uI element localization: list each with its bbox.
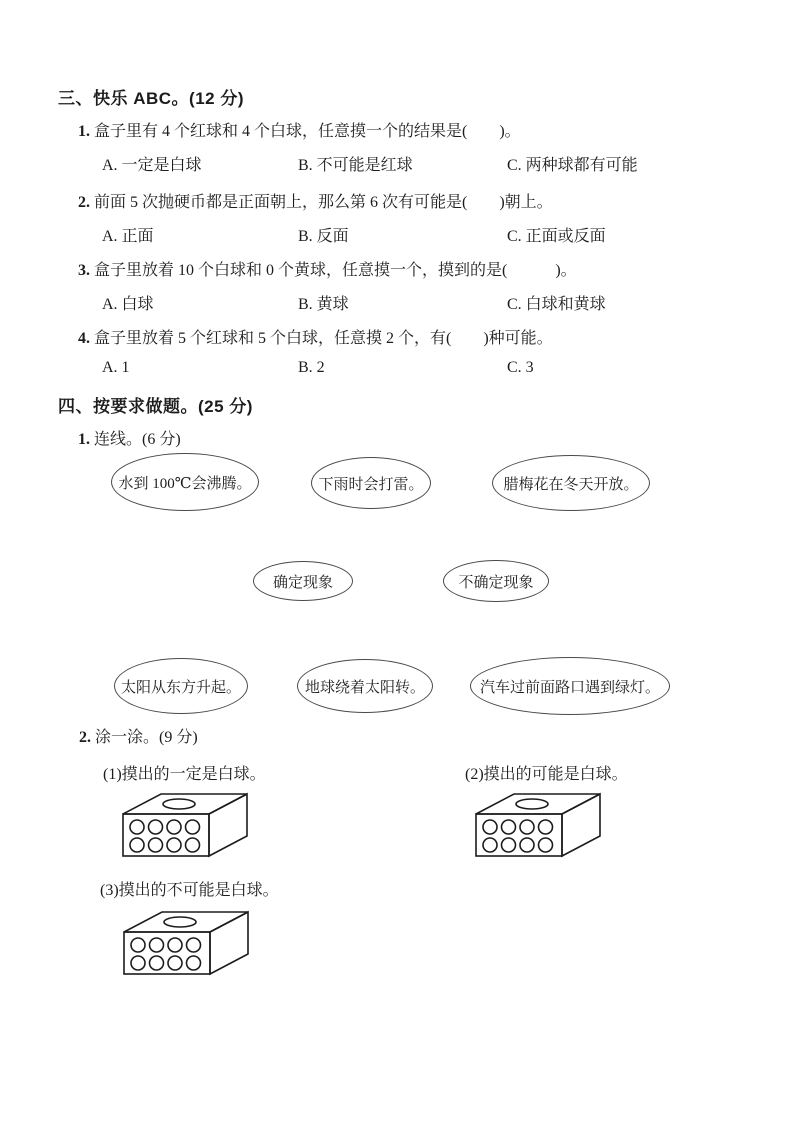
question-4 [78,325,553,348]
question-2-option-c: C. 正面或反面 [507,228,606,245]
color-task-number: 2. [79,729,91,746]
question-4-option-a: A. 1 [102,359,130,376]
question-4-option-b: B. 2 [298,359,325,376]
question-1-option-a: A. 一定是白球 [102,157,202,174]
category-oval-uncertain-label: 不确定现象 [458,574,534,591]
question-2-option-b: B. 反面 [298,228,349,245]
phenomenon-oval-water-boils[interactable] [111,453,259,511]
question-3-option-c: C. 白球和黄球 [507,296,606,313]
color-task-item-2-label: (2)摸出的可能是白球。 [465,766,628,783]
ball-box-3[interactable] [122,910,250,976]
connect-task-title: 1. 连线。(6 分) [78,431,181,448]
phenomenon-oval-water-boils-label: 水到 100℃会沸腾。 [118,475,252,492]
category-oval-uncertain[interactable] [443,560,549,602]
question-1-option-c: C. 两种球都有可能 [507,157,638,174]
phenomenon-oval-thunder-rain[interactable] [311,457,431,509]
color-task-title: 2. 涂一涂。(9 分) [79,729,198,746]
question-2 [78,189,553,212]
question-3 [78,257,577,280]
category-oval-certain-label: 确定现象 [272,574,333,591]
ball-box-2[interactable] [474,792,602,858]
category-oval-certain[interactable] [253,561,353,601]
question-2-option-a: A. 正面 [102,228,154,245]
question-3-option-b: B. 黄球 [298,296,349,313]
question-3-number: 3. [78,262,90,279]
phenomenon-oval-earth-orbits-sun[interactable] [297,659,433,713]
question-2-options [0,223,793,243]
question-4-text: 盒子里放着 5 个红球和 5 个白球，任意摸 2 个，有( )种可能。 [94,330,553,347]
question-4-number: 4. [78,330,90,347]
phenomenon-oval-green-light-label: 汽车过前面路口遇到绿灯。 [479,679,660,696]
phenomenon-oval-sun-rises-east-label: 太阳从东方升起。 [120,679,241,696]
connect-task-number: 1. [78,431,90,448]
question-2-number: 2. [78,194,90,211]
question-1-options [0,152,793,172]
section-three-title: 三、快乐 ABC。(12 分) [58,89,245,108]
phenomenon-oval-plum-blossom[interactable] [492,455,650,511]
question-1-text: 盒子里有 4 个红球和 4 个白球，任意摸一个的结果是( )。 [94,123,521,140]
question-1-number: 1. [78,123,90,140]
question-1 [78,118,521,141]
question-3-option-a: A. 白球 [102,296,154,313]
ball-box-1[interactable] [121,792,249,858]
question-3-text: 盒子里放着 10 个白球和 0 个黄球，任意摸一个，摸到的是( )。 [94,262,577,279]
question-1-option-b: B. 不可能是红球 [298,157,413,174]
question-3-options [0,291,793,311]
question-4-option-c: C. 3 [507,359,534,376]
section-four-title: 四、按要求做题。(25 分) [58,397,253,416]
phenomenon-oval-sun-rises-east[interactable] [114,658,248,714]
phenomenon-oval-green-light[interactable] [470,657,670,715]
phenomenon-oval-thunder-rain-label: 下雨时会打雷。 [318,476,424,493]
question-2-text: 前面 5 次抛硬币都是正面朝上，那么第 6 次有可能是( )朝上。 [94,194,553,211]
color-task-item-1-label: (1)摸出的一定是白球。 [103,766,266,783]
phenomenon-oval-earth-orbits-sun-label: 地球绕着太阳转。 [304,679,425,696]
phenomenon-oval-plum-blossom-label: 腊梅花在冬天开放。 [503,476,639,493]
color-task-item-3-label: (3)摸出的不可能是白球。 [100,882,279,899]
question-4-options [0,359,793,379]
